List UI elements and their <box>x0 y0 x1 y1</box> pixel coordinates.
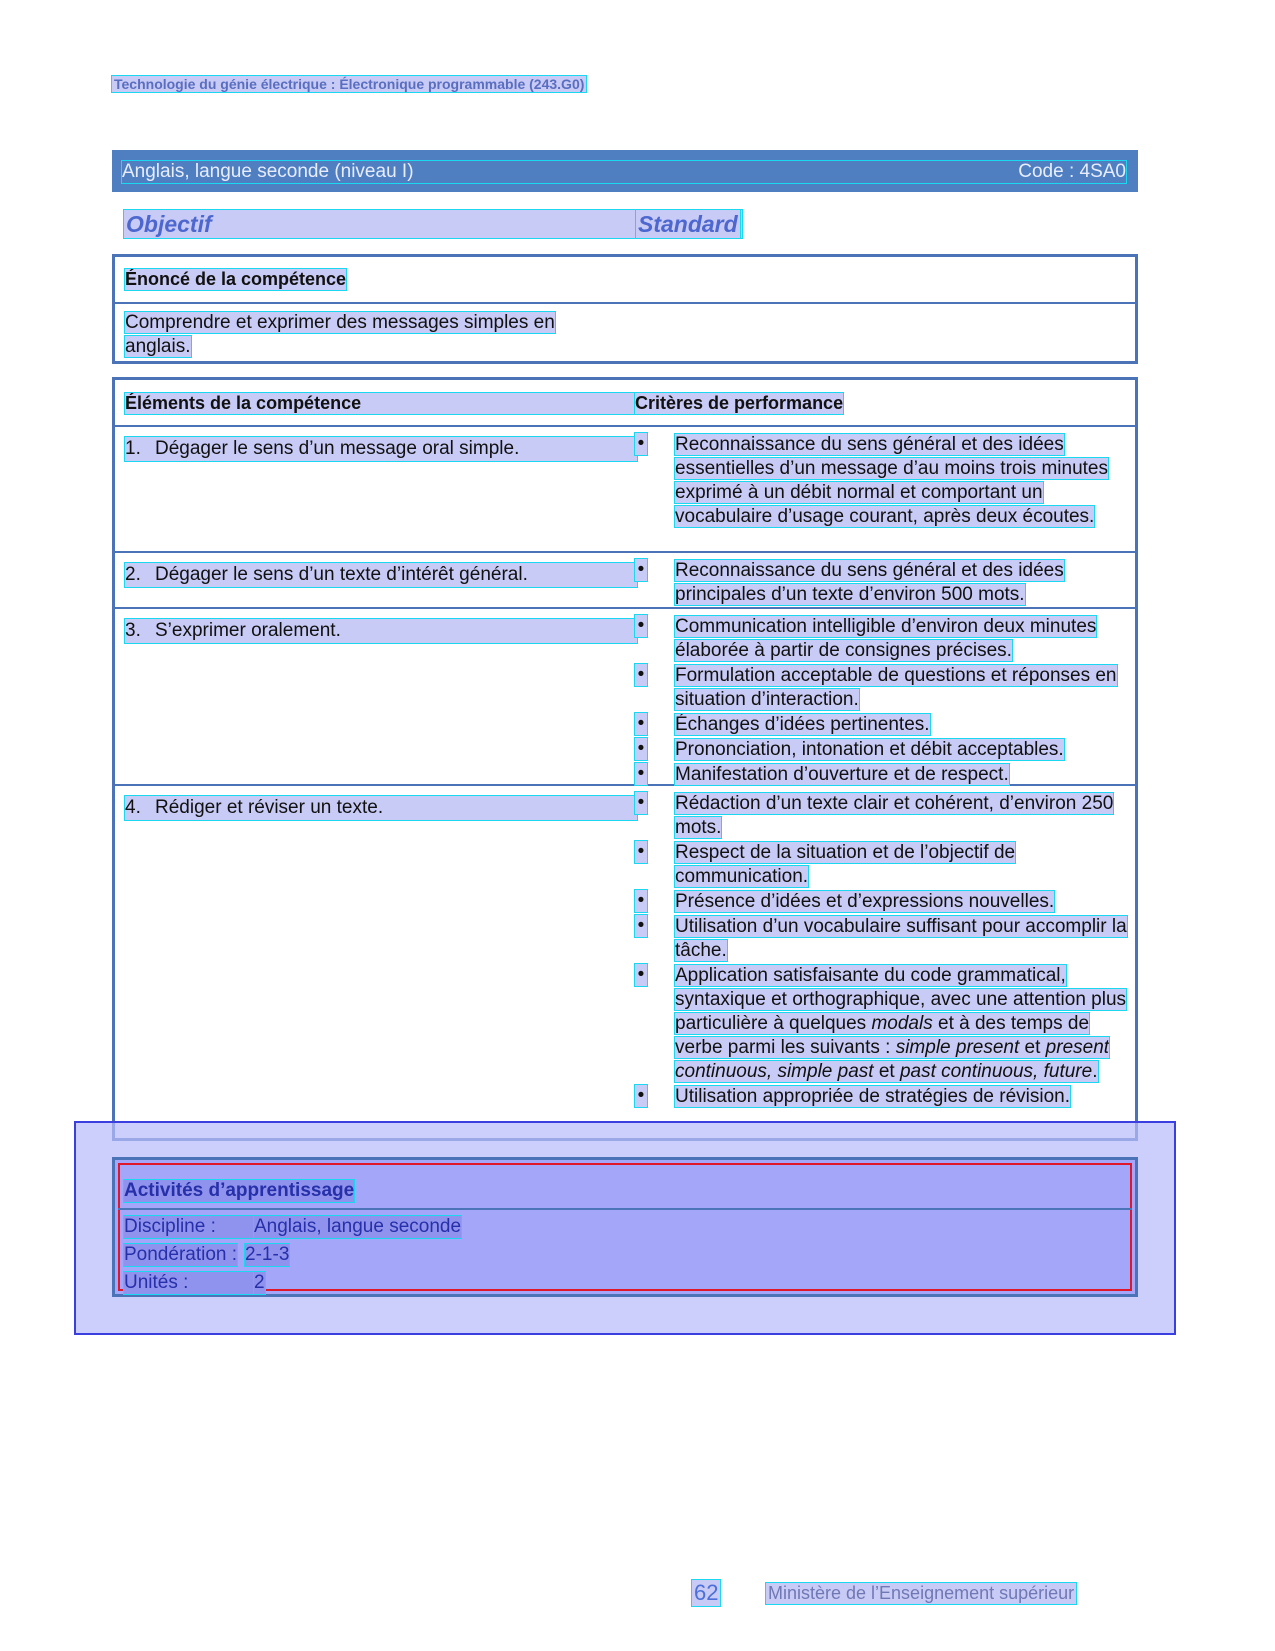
element-cell <box>125 437 637 461</box>
criterion-text <box>675 965 1126 1082</box>
criterion-text-part: et à des temps de verbe parmi les suivants : <box>675 1013 1090 1058</box>
criteria-list <box>635 615 1135 788</box>
statement-text-wrapper <box>125 311 605 359</box>
discipline-label: Discipline : <box>124 1216 254 1238</box>
element-text: Rédiger et réviser un texte. <box>155 797 384 818</box>
criterion-text: Respect de la situation et de l’objectif de communication. <box>675 842 1016 887</box>
criterion-text: Formulation acceptable de questions et réponses en situation d’interaction. <box>675 665 1117 710</box>
table-row <box>115 609 1135 786</box>
discipline-value: Anglais, langue seconde <box>254 1216 462 1237</box>
course-code: Code : 4SA0 <box>1018 161 1126 182</box>
element-cell <box>125 796 637 820</box>
element-number: 3. <box>125 620 141 641</box>
element-cell <box>125 563 637 587</box>
competency-elements-table <box>112 377 1138 1141</box>
element-text: Dégager le sens d’un texte d’intérêt général. <box>155 564 528 585</box>
learning-activities-box <box>112 1157 1138 1297</box>
units-label: Unités : <box>124 1272 254 1294</box>
criterion-item <box>635 713 1135 737</box>
discipline-row <box>124 1216 461 1238</box>
course-title: Anglais, langue seconde (niveau I) <box>122 161 414 182</box>
ministry-footer: Ministère de l’Enseignement supérieur <box>768 1583 1075 1603</box>
activities-heading: Activités d’apprentissage <box>124 1180 355 1201</box>
criterion-text: Rédaction d’un texte clair et cohérent, d’environ 250 mots. <box>675 793 1114 838</box>
element-text-block <box>125 437 637 461</box>
criterion-item <box>635 559 1135 607</box>
running-header: Technologie du génie électrique : Électronique programmable (243.G0) <box>114 76 585 92</box>
activities-separator <box>118 1208 1132 1210</box>
statement-heading-row <box>115 257 1135 304</box>
criteria-heading: Critères de performance <box>635 393 844 413</box>
criterion-item <box>635 915 1135 963</box>
criteria-list <box>635 433 1135 530</box>
criterion-text-italic: modals <box>871 1013 933 1034</box>
criterion-text: Reconnaissance du sens général et des idées essentielles d’un message d’au moins trois minutes exprimé à un débit normal et comportant un vocabulaire d’usage courant, après deux écoutes. <box>675 434 1108 527</box>
criterion-text: Utilisation d’un vocabulaire suffisant pour accomplir la tâche. <box>675 916 1127 961</box>
units-row <box>124 1272 265 1294</box>
ponderation-value: 2-1-3 <box>245 1244 290 1265</box>
element-text-block <box>125 796 637 820</box>
criterion-text: Prononciation, intonation et débit acceptables. <box>675 739 1064 760</box>
criteria-list <box>635 559 1135 608</box>
ponderation-label: Pondération : <box>124 1244 238 1265</box>
objective-label: Objectif <box>124 210 742 238</box>
criterion-item <box>635 792 1135 840</box>
criterion-text-part: et <box>1019 1037 1046 1058</box>
table-header-row <box>115 380 1135 427</box>
criterion-item <box>635 841 1135 889</box>
criterion-text: Présence d’idées et d’expressions nouvelles. <box>675 891 1055 912</box>
table-row <box>115 786 1135 1136</box>
elements-heading: Éléments de la compétence <box>125 393 635 414</box>
statement-heading: Énoncé de la compétence <box>125 269 347 289</box>
table-row <box>115 427 1135 553</box>
criterion-text: Échanges d’idées pertinentes. <box>675 714 930 735</box>
standard-label: Standard <box>638 211 738 237</box>
element-text: S’exprimer oralement. <box>155 620 341 641</box>
criterion-item <box>635 738 1135 762</box>
criterion-item <box>635 763 1135 787</box>
ponderation-row <box>124 1244 289 1266</box>
criterion-item <box>635 1085 1135 1109</box>
table-row <box>115 553 1135 609</box>
competency-statement-box <box>112 254 1138 364</box>
criterion-text: Reconnaissance du sens général et des idées principales d’un texte d’environ 500 mots. <box>675 560 1064 605</box>
element-cell <box>125 619 637 643</box>
units-value: 2 <box>254 1272 265 1293</box>
criterion-text-part: . <box>1092 1061 1098 1082</box>
criterion-text: Manifestation d’ouverture et de respect. <box>675 764 1009 785</box>
course-title-bar <box>112 150 1138 192</box>
criterion-text: Utilisation appropriée de stratégies de révision. <box>675 1086 1070 1107</box>
criterion-item <box>635 615 1135 663</box>
criterion-text-part: et <box>873 1061 900 1082</box>
element-number: 2. <box>125 564 141 585</box>
element-text: Dégager le sens d’un message oral simple. <box>155 438 520 459</box>
element-text-block <box>125 619 637 643</box>
criterion-item-grammar <box>635 964 1135 1084</box>
criterion-item <box>635 664 1135 712</box>
element-number: 1. <box>125 438 141 459</box>
element-number: 4. <box>125 797 141 818</box>
page-number: 62 <box>694 1580 719 1605</box>
criterion-text-italic: past continuous, future <box>899 1061 1093 1082</box>
criterion-item <box>635 890 1135 914</box>
criterion-text-italic: present continuous, simple past <box>675 1037 1110 1082</box>
criterion-text: Communication intelligible d’environ deux minutes élaborée à partir de consignes précises. <box>675 616 1097 661</box>
criterion-item <box>635 433 1135 529</box>
criterion-text-part: Application satisfaisante du code grammatical, syntaxique et orthographique, avec une attention plus particulière à quelques <box>675 965 1127 1034</box>
criterion-text-italic: simple present <box>895 1037 1020 1058</box>
criteria-list <box>635 792 1135 1110</box>
element-text-block <box>125 563 637 587</box>
statement-text: Comprendre et exprimer des messages simples en anglais. <box>125 312 555 357</box>
